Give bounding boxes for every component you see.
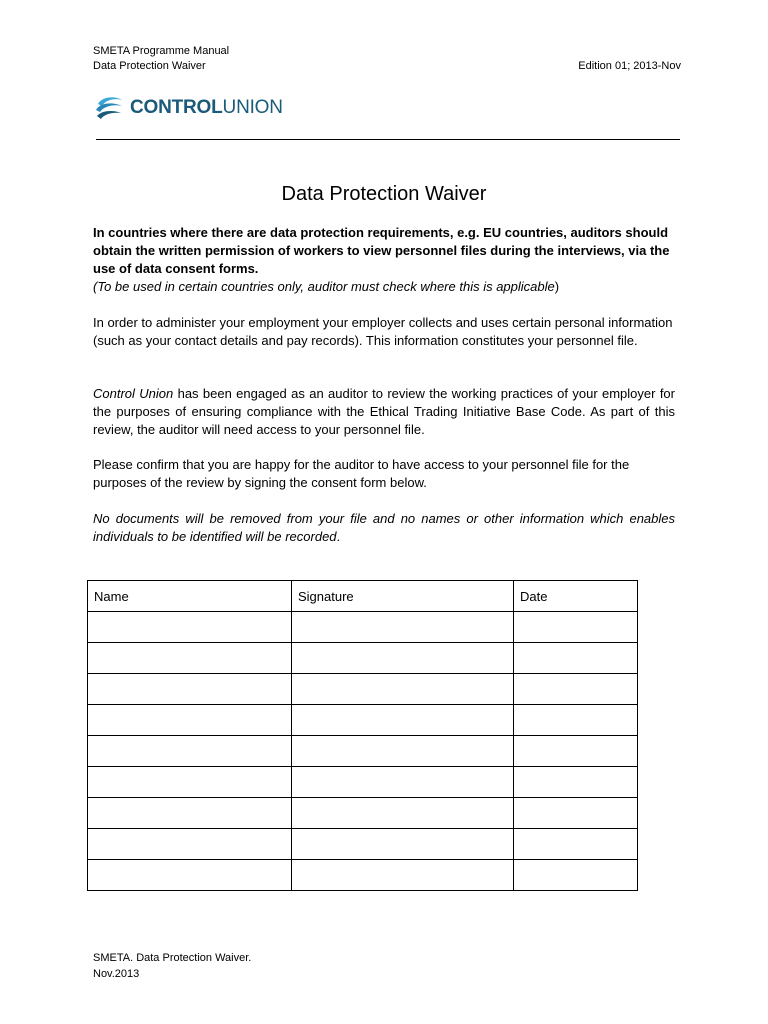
header-row: [93, 59, 681, 73]
header-edition: Edition 01; 2013-Nov: [578, 60, 681, 72]
name-cell[interactable]: [88, 736, 292, 767]
date-cell[interactable]: [514, 612, 638, 643]
page-title: Data Protection Waiver: [281, 183, 487, 205]
date-cell[interactable]: [514, 767, 638, 798]
date-cell[interactable]: [514, 798, 638, 829]
consent-signature-table: [87, 580, 638, 891]
name-cell[interactable]: [88, 798, 292, 829]
date-cell[interactable]: [514, 643, 638, 674]
signature-cell[interactable]: [292, 736, 514, 767]
signature-cell[interactable]: [292, 798, 514, 829]
table-row: [88, 736, 638, 767]
table-row: [88, 767, 638, 798]
paragraph-assurance: No documents will be removed from your file and no names or other information which enables individuals to be identified will be recorded.: [93, 511, 675, 544]
header-manual-title: SMETA Programme Manual: [93, 45, 230, 57]
table-row: [88, 860, 638, 891]
table-row: [88, 612, 638, 643]
control-union-logo: [94, 94, 283, 122]
name-cell[interactable]: [88, 612, 292, 643]
footer-date: Nov.2013: [93, 968, 140, 980]
intro-bold-text: In countries where there are data protection requirements, e.g. EU countries, auditors should obtain the written permission of workers to view personnel files during the interviews, via the use of data consent forms.: [93, 225, 670, 276]
date-cell[interactable]: [514, 705, 638, 736]
table-row: [88, 705, 638, 736]
header-document-name: Data Protection Waiver: [93, 60, 206, 72]
date-cell[interactable]: [514, 736, 638, 767]
column-header-name: Name: [88, 581, 292, 612]
signature-cell[interactable]: [292, 767, 514, 798]
date-cell[interactable]: [514, 674, 638, 705]
header-divider: [96, 139, 680, 140]
signature-cell[interactable]: [292, 643, 514, 674]
paragraph-confirm: Please confirm that you are happy for the auditor to have access to your personnel file for the purposes of the review by signing the consent form below.: [93, 457, 630, 490]
name-cell[interactable]: [88, 767, 292, 798]
column-header-signature: Signature: [292, 581, 514, 612]
name-cell[interactable]: [88, 705, 292, 736]
date-cell[interactable]: [514, 860, 638, 891]
intro-paragraph: In countries where there are data protection requirements, e.g. EU countries, auditors should obtain the written permission of workers to view personnel files during the interviews, via the use of data consent forms. (To be used in certain countries only, auditor must check where this is applicable): [93, 225, 670, 294]
signature-cell[interactable]: [292, 705, 514, 736]
name-cell[interactable]: [88, 674, 292, 705]
signature-cell[interactable]: [292, 860, 514, 891]
signature-cell[interactable]: [292, 612, 514, 643]
table-row: [88, 643, 638, 674]
date-cell[interactable]: [514, 829, 638, 860]
name-cell[interactable]: [88, 829, 292, 860]
signature-cell[interactable]: [292, 674, 514, 705]
logo-swoosh-icon: [94, 94, 124, 122]
paragraph-auditor: Control Union has been engaged as an auditor to review the working practices of your employer for the purposes of ensuring compliance with the Ethical Trading Initiative Base Code. As part of this review, the auditor will need access to your personnel file.: [93, 386, 675, 437]
table-row: [88, 829, 638, 860]
logo-wordmark: CONTROLUNION: [130, 97, 283, 118]
paragraph-employment: In order to administer your employment your employer collects and uses certain personal information (such as your contact details and pay records). This information constitutes your personnel file.: [93, 315, 673, 348]
company-name: Control Union: [93, 386, 174, 401]
table-row: [88, 798, 638, 829]
intro-note: (To be used in certain countries only, auditor must check where this is applicable: [93, 279, 555, 294]
name-cell[interactable]: [88, 860, 292, 891]
signature-cell[interactable]: [292, 829, 514, 860]
table-header-row: [88, 581, 638, 612]
table-row: [88, 674, 638, 705]
footer-title: SMETA. Data Protection Waiver.: [93, 952, 252, 964]
column-header-date: Date: [514, 581, 638, 612]
name-cell[interactable]: [88, 643, 292, 674]
